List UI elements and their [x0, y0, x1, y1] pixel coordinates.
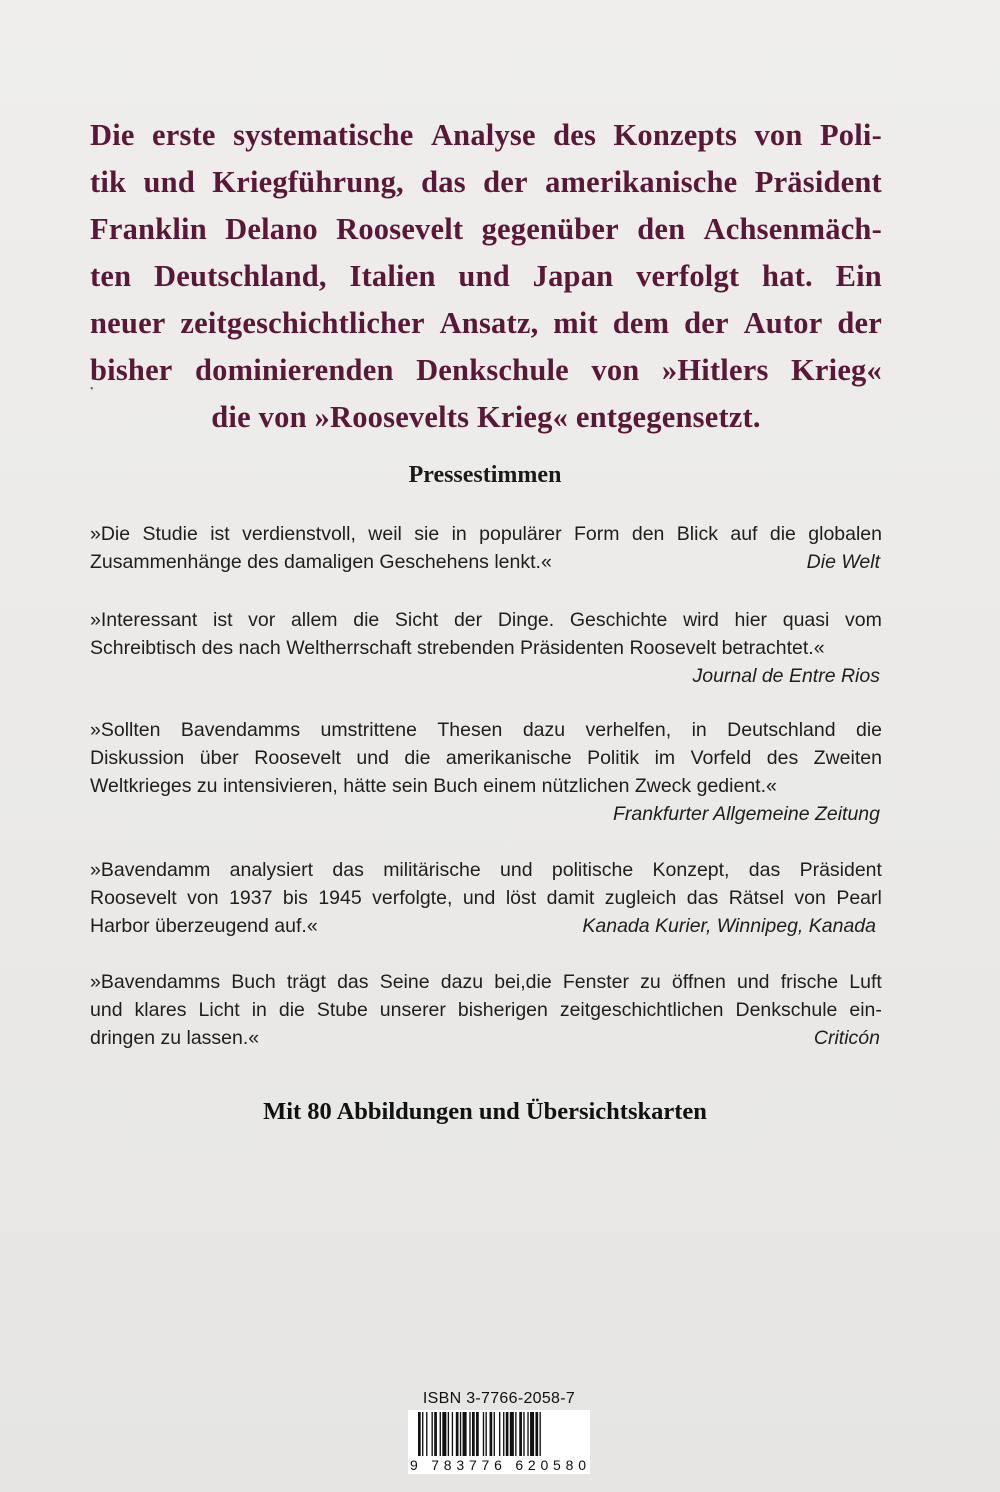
word: »Die	[90, 523, 131, 545]
word: Luft	[849, 971, 882, 993]
quote-line	[90, 606, 882, 634]
word: Autor	[743, 306, 823, 340]
word: Poli-	[819, 118, 882, 152]
word: Deutschland,	[154, 259, 327, 293]
barcode-bar	[456, 1412, 459, 1456]
word: der	[837, 306, 882, 340]
word: zu	[640, 971, 661, 993]
word: Die	[90, 118, 135, 152]
word: und	[500, 859, 533, 881]
barcode-bar	[460, 1412, 461, 1456]
barcode-bar	[452, 1412, 453, 1456]
word: die	[855, 719, 882, 741]
barcode-bar	[472, 1412, 475, 1456]
barcode-bar	[540, 1412, 541, 1456]
barcode-bar	[519, 1412, 522, 1456]
word: klares	[134, 999, 187, 1021]
word: Denkschule	[416, 353, 569, 387]
word: ten	[90, 259, 132, 293]
word: Japan	[532, 259, 614, 293]
word: bis	[282, 887, 308, 909]
quote-line	[90, 744, 882, 772]
word: »Bavendamms	[90, 971, 221, 993]
word: Dinge.	[497, 609, 555, 631]
word: hat.	[762, 259, 813, 293]
word: den	[631, 523, 665, 545]
barcode-bar	[483, 1412, 484, 1456]
barcode-bars	[408, 1410, 590, 1474]
quote-line	[90, 884, 882, 912]
barcode-bar	[510, 1412, 514, 1456]
word: Seine	[379, 971, 430, 993]
word: 1945	[318, 887, 362, 909]
word: Diskussion	[90, 747, 185, 769]
quote-line	[90, 520, 882, 548]
word: die	[353, 609, 380, 631]
word: die	[404, 747, 431, 769]
word: Stube	[316, 999, 368, 1021]
word: sie	[414, 523, 440, 545]
word: amerikanische	[445, 747, 572, 769]
word: erste	[152, 118, 216, 152]
press-quote-2	[90, 606, 882, 690]
word: Konzepts	[613, 118, 738, 152]
word: Buch	[231, 971, 276, 993]
word: und	[462, 887, 496, 909]
word: Konzept,	[652, 859, 730, 881]
word: Italien	[349, 259, 436, 293]
quote-source: Criticón	[813, 1027, 880, 1049]
quote-source: Frankfurter Allgemeine Zeitung	[613, 803, 880, 825]
barcode-bar	[515, 1412, 516, 1456]
word: in	[451, 523, 467, 545]
word: Analyse	[430, 118, 536, 152]
word: und	[736, 971, 770, 993]
word: zeitgeschichtlicher	[180, 306, 425, 340]
barcode-bar	[426, 1412, 427, 1456]
word: bisher	[90, 353, 173, 387]
word: Form	[573, 523, 620, 545]
word: dem	[612, 306, 670, 340]
isbn-label: ISBN 3-7766-2058-7	[422, 1390, 576, 1407]
quote-line: Zusammenhänge des damaligen Geschehens lenkt.«	[90, 551, 552, 573]
word: und	[356, 747, 389, 769]
quote-line	[90, 968, 882, 996]
word: quasi	[782, 609, 830, 631]
word: globalen	[808, 523, 882, 545]
word: »Hitlers	[661, 353, 769, 387]
word: Studie	[142, 523, 198, 545]
word: »Sollten	[90, 719, 161, 741]
word: Vorfeld	[690, 747, 752, 769]
barcode	[408, 1410, 590, 1474]
word: das	[337, 971, 369, 993]
word: neuer	[90, 306, 166, 340]
word: Präsident	[799, 859, 882, 881]
word: analysiert	[229, 859, 314, 881]
barcode-bar	[440, 1412, 441, 1456]
word: Präsident	[754, 165, 882, 199]
press-quote-5	[90, 968, 882, 1052]
word: systematische	[233, 118, 414, 152]
word: löst	[505, 887, 537, 909]
blurb-line	[90, 112, 882, 159]
word: frische	[780, 971, 839, 993]
word: Roosevelt	[90, 887, 177, 909]
word: Roosevelt	[254, 747, 341, 769]
word: die	[769, 523, 796, 545]
word: der	[483, 165, 528, 199]
barcode-bar	[448, 1412, 449, 1456]
word: Sicht	[394, 609, 439, 631]
word: in	[251, 999, 267, 1021]
word: der	[684, 306, 729, 340]
word: von	[591, 353, 640, 387]
word: politische	[551, 859, 634, 881]
word: hier	[734, 609, 768, 631]
word: weil	[368, 523, 402, 545]
word: »Interessant	[90, 609, 198, 631]
barcode-bar	[434, 1412, 437, 1456]
word: Bavendamms	[180, 719, 301, 741]
illustrations-note: Mit 80 Abbildungen und Übersichtskarten	[263, 1098, 707, 1125]
barcode-bar	[476, 1412, 479, 1456]
quote-line	[90, 716, 882, 744]
word: von	[794, 887, 826, 909]
word: ist	[213, 609, 233, 631]
word: Roosevelt	[336, 212, 464, 246]
press-quote-3	[90, 716, 882, 828]
quote-source: Journal de Entre Rios	[692, 665, 880, 687]
quote-line: dringen zu lassen.«	[90, 1027, 260, 1049]
word: Blick	[676, 523, 718, 545]
word: das	[332, 859, 364, 881]
barcode-bar	[503, 1412, 504, 1456]
blurb-line	[90, 253, 882, 300]
word: Krieg«	[790, 353, 882, 387]
barcode-bar	[523, 1412, 524, 1456]
barcode-bar	[442, 1412, 446, 1456]
word: über	[199, 747, 239, 769]
word: Ansatz,	[439, 306, 539, 340]
barcode-bar	[486, 1412, 487, 1456]
barcode-bar	[422, 1412, 423, 1456]
word: bei,die	[494, 971, 552, 993]
word: 1937	[229, 887, 273, 909]
word: Denkschule	[735, 999, 838, 1021]
word: gegenüber	[481, 212, 619, 246]
word: und	[458, 259, 510, 293]
word: verfolgte,	[372, 887, 453, 909]
word: vor	[248, 609, 276, 631]
word: »Bavendamm	[90, 859, 211, 881]
word: Achsenmäch-	[703, 212, 882, 246]
word: das	[421, 165, 466, 199]
word: Politik	[587, 747, 640, 769]
barcode-bar	[494, 1412, 495, 1456]
quote-source: Die Welt	[806, 551, 880, 573]
quote-line	[90, 996, 882, 1024]
speck: •	[90, 384, 94, 395]
barcode-bar	[499, 1412, 500, 1456]
press-quote-4	[90, 856, 882, 940]
word: tik	[90, 165, 127, 199]
blurb-line	[90, 347, 882, 394]
word: des	[553, 118, 597, 152]
word: damit	[546, 887, 595, 909]
cover-blurb	[90, 112, 882, 441]
word: Licht	[198, 999, 240, 1021]
word: zeitgeschichtlichen	[559, 999, 724, 1021]
word: dazu	[440, 971, 484, 993]
word: Delano	[225, 212, 318, 246]
word: dominierenden	[195, 353, 394, 387]
barcode-bar	[527, 1412, 528, 1456]
word: das	[686, 887, 719, 909]
word: Geschichte	[569, 609, 668, 631]
press-quote-1	[90, 520, 882, 576]
barcode-bar	[463, 1412, 467, 1456]
word: wird	[683, 609, 719, 631]
word: und	[90, 999, 123, 1021]
word: trägt	[286, 971, 326, 993]
word: der	[453, 609, 483, 631]
word: die von »Roosevelts Krieg« entgegensetzt.	[211, 400, 761, 434]
word: in	[691, 719, 707, 741]
word: auf	[730, 523, 758, 545]
barcode-bar	[530, 1412, 534, 1456]
word: Rätsel	[728, 887, 784, 909]
word: Zweiten	[813, 747, 882, 769]
word: vom	[845, 609, 882, 631]
word: Fenster	[562, 971, 629, 993]
word: von	[187, 887, 219, 909]
barcode-bar	[469, 1412, 470, 1456]
word: Pearl	[836, 887, 882, 909]
word: öffnen	[671, 971, 726, 993]
word: die	[278, 999, 305, 1021]
word: im	[654, 747, 676, 769]
blurb-line-last	[90, 394, 882, 441]
word: zugleich	[604, 887, 677, 909]
word: Deutschland	[727, 719, 836, 741]
word: bisherigen	[457, 999, 548, 1021]
word: Ein	[835, 259, 882, 293]
word: mit	[553, 306, 598, 340]
word: dazu	[522, 719, 566, 741]
word: ist	[210, 523, 230, 545]
word: populärer	[479, 523, 562, 545]
blurb-line	[90, 159, 882, 206]
word: unserer	[379, 999, 446, 1021]
word: von	[754, 118, 803, 152]
isbn-barcode-block	[404, 1390, 594, 1480]
word: Kriegführung,	[212, 165, 404, 199]
word: verfolgt	[636, 259, 740, 293]
barcode-bar	[490, 1412, 493, 1456]
word: verhelfen,	[585, 719, 672, 741]
barcode-bar	[535, 1412, 538, 1456]
word: und	[143, 165, 195, 199]
quote-line: Weltkrieges zu intensivieren, hätte sein Buch einem nützlichen Zweck gedient.«	[90, 775, 777, 797]
word: den	[637, 212, 686, 246]
quote-source: Kanada Kurier, Winnipeg, Kanada	[582, 915, 876, 937]
quote-line: Schreibtisch des nach Weltherrschaft strebenden Präsidenten Roosevelt betrachtet.«	[90, 637, 825, 659]
quote-line	[90, 856, 882, 884]
word: allem	[290, 609, 338, 631]
word: umstrittene	[320, 719, 417, 741]
quote-line: Harbor überzeugend auf.«	[90, 915, 318, 937]
word: militärische	[383, 859, 481, 881]
blurb-line	[90, 206, 882, 253]
word: das	[748, 859, 781, 881]
blurb-line	[90, 300, 882, 347]
barcode-bar	[432, 1412, 433, 1456]
press-heading: Pressestimmen	[408, 462, 562, 488]
word: Franklin	[90, 212, 207, 246]
word: des	[766, 747, 799, 769]
word: amerikanische	[545, 165, 738, 199]
barcode-digits: 9 783776 620580	[410, 1457, 586, 1473]
word: verdienstvoll,	[242, 523, 356, 545]
word: ein-	[849, 999, 882, 1021]
barcode-bar	[506, 1412, 509, 1456]
word: Thesen	[437, 719, 503, 741]
barcode-bar	[418, 1412, 421, 1456]
